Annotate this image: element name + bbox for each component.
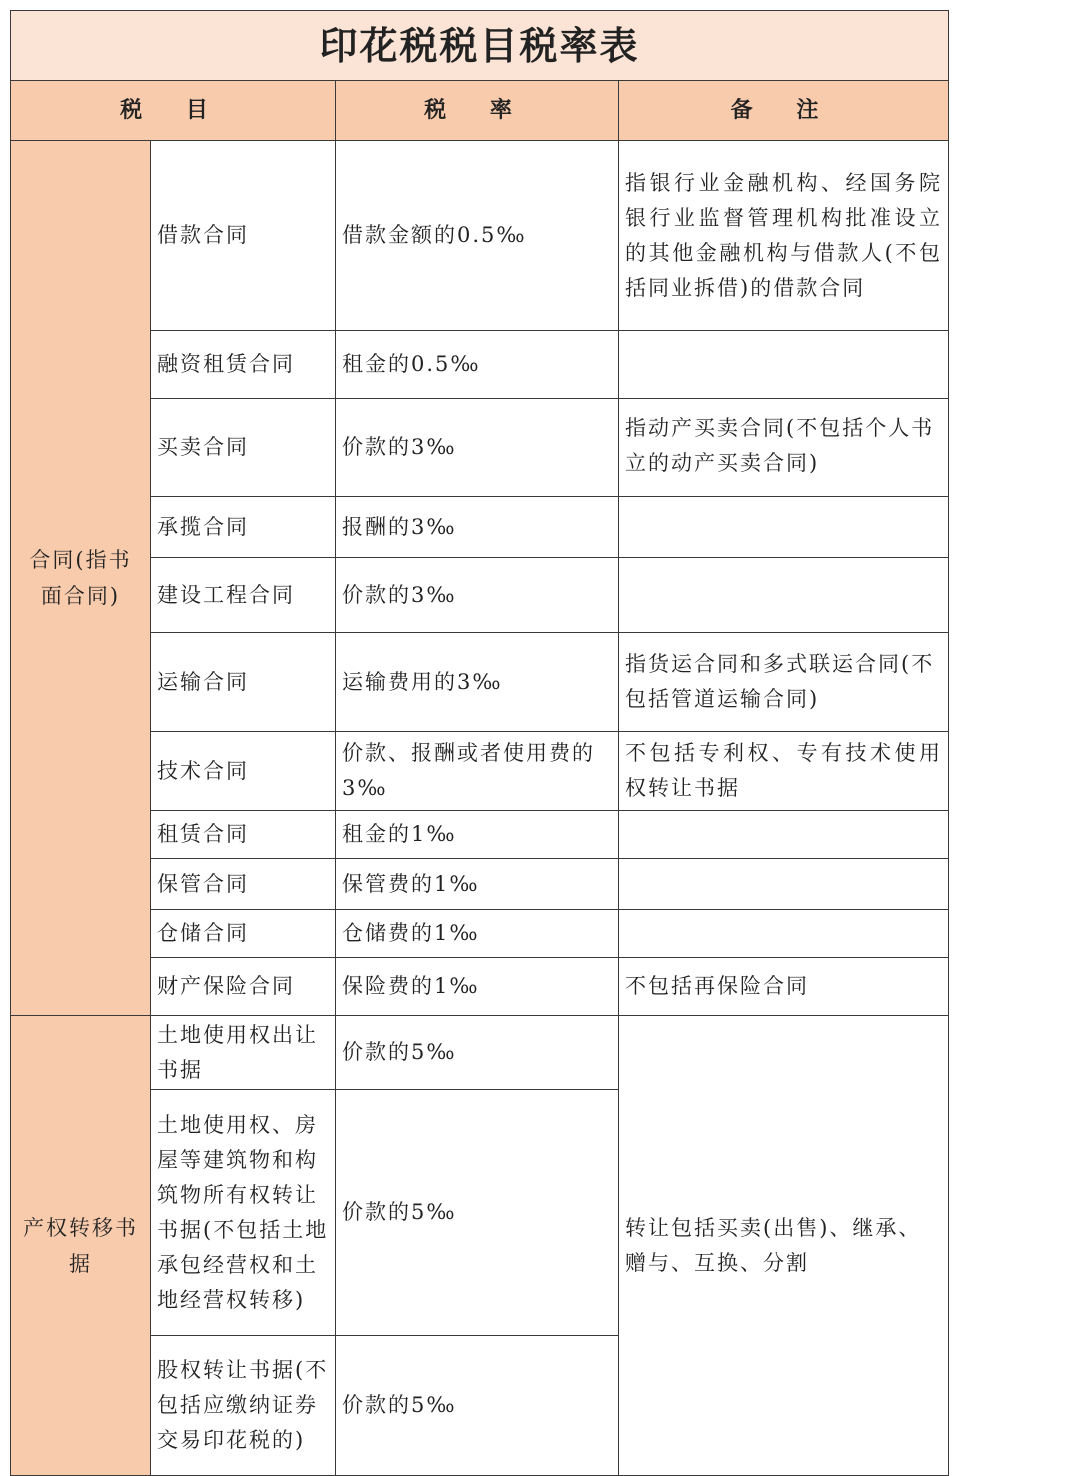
table-row bbox=[11, 811, 949, 859]
rate-cell: 价款的3‰ bbox=[336, 558, 619, 633]
note-cell bbox=[619, 331, 949, 399]
note-cell: 指货运合同和多式联运合同(不包括管道运输合同) bbox=[619, 633, 949, 732]
table-row bbox=[11, 910, 949, 958]
note-cell: 转让包括买卖(出售)、继承、赠与、互换、分割 bbox=[619, 1016, 949, 1476]
item-cell: 土地使用权、房屋等建筑物和构筑物所有权转让书据(不包括土地承包经营权和土地经营权转移) bbox=[151, 1090, 336, 1336]
category-transfer: 产权转移书据 bbox=[11, 1016, 151, 1476]
table-row bbox=[11, 558, 949, 633]
item-cell: 保管合同 bbox=[151, 859, 336, 910]
rate-cell: 价款、报酬或者使用费的3‰ bbox=[336, 732, 619, 811]
header-note: 备 注 bbox=[619, 81, 949, 141]
rate-cell: 价款的3‰ bbox=[336, 399, 619, 497]
rate-cell: 仓储费的1‰ bbox=[336, 910, 619, 958]
note-cell bbox=[619, 910, 949, 958]
item-cell: 仓储合同 bbox=[151, 910, 336, 958]
item-cell: 承揽合同 bbox=[151, 497, 336, 558]
rate-cell: 租金的1‰ bbox=[336, 811, 619, 859]
table-row bbox=[11, 1016, 949, 1090]
table-row bbox=[11, 958, 949, 1016]
note-cell bbox=[619, 859, 949, 910]
category-contract: 合同(指书面合同) bbox=[11, 141, 151, 1016]
note-cell: 不包括专利权、专有技术使用权转让书据 bbox=[619, 732, 949, 811]
item-cell: 运输合同 bbox=[151, 633, 336, 732]
note-cell bbox=[619, 811, 949, 859]
item-cell: 土地使用权出让书据 bbox=[151, 1016, 336, 1090]
rate-cell: 报酬的3‰ bbox=[336, 497, 619, 558]
tax-rate-table bbox=[10, 10, 949, 1476]
table-row bbox=[11, 331, 949, 399]
note-cell: 不包括再保险合同 bbox=[619, 958, 949, 1016]
item-cell: 建设工程合同 bbox=[151, 558, 336, 633]
rate-cell: 借款金额的0.5‰ bbox=[336, 141, 619, 331]
table-row bbox=[11, 633, 949, 732]
note-cell: 指银行业金融机构、经国务院银行业监督管理机构批准设立的其他金融机构与借款人(不包括同业拆借)的借款合同 bbox=[619, 141, 949, 331]
rate-cell: 运输费用的3‰ bbox=[336, 633, 619, 732]
note-cell bbox=[619, 497, 949, 558]
rate-cell: 价款的5‰ bbox=[336, 1016, 619, 1090]
note-cell bbox=[619, 558, 949, 633]
item-cell: 财产保险合同 bbox=[151, 958, 336, 1016]
rate-cell: 保险费的1‰ bbox=[336, 958, 619, 1016]
header-rate: 税 率 bbox=[336, 81, 619, 141]
rate-cell: 价款的5‰ bbox=[336, 1090, 619, 1336]
item-cell: 融资租赁合同 bbox=[151, 331, 336, 399]
table-row bbox=[11, 497, 949, 558]
header-item: 税 目 bbox=[11, 81, 336, 141]
item-cell: 租赁合同 bbox=[151, 811, 336, 859]
note-cell: 指动产买卖合同(不包括个人书立的动产买卖合同) bbox=[619, 399, 949, 497]
table-row bbox=[11, 859, 949, 910]
table-row bbox=[11, 141, 949, 331]
item-cell: 买卖合同 bbox=[151, 399, 336, 497]
item-cell: 股权转让书据(不包括应缴纳证券交易印花税的) bbox=[151, 1336, 336, 1476]
item-cell: 技术合同 bbox=[151, 732, 336, 811]
item-cell: 借款合同 bbox=[151, 141, 336, 331]
rate-cell: 价款的5‰ bbox=[336, 1336, 619, 1476]
table-title: 印花税税目税率表 bbox=[11, 11, 949, 81]
table-row bbox=[11, 399, 949, 497]
table-row bbox=[11, 732, 949, 811]
rate-cell: 租金的0.5‰ bbox=[336, 331, 619, 399]
rate-cell: 保管费的1‰ bbox=[336, 859, 619, 910]
